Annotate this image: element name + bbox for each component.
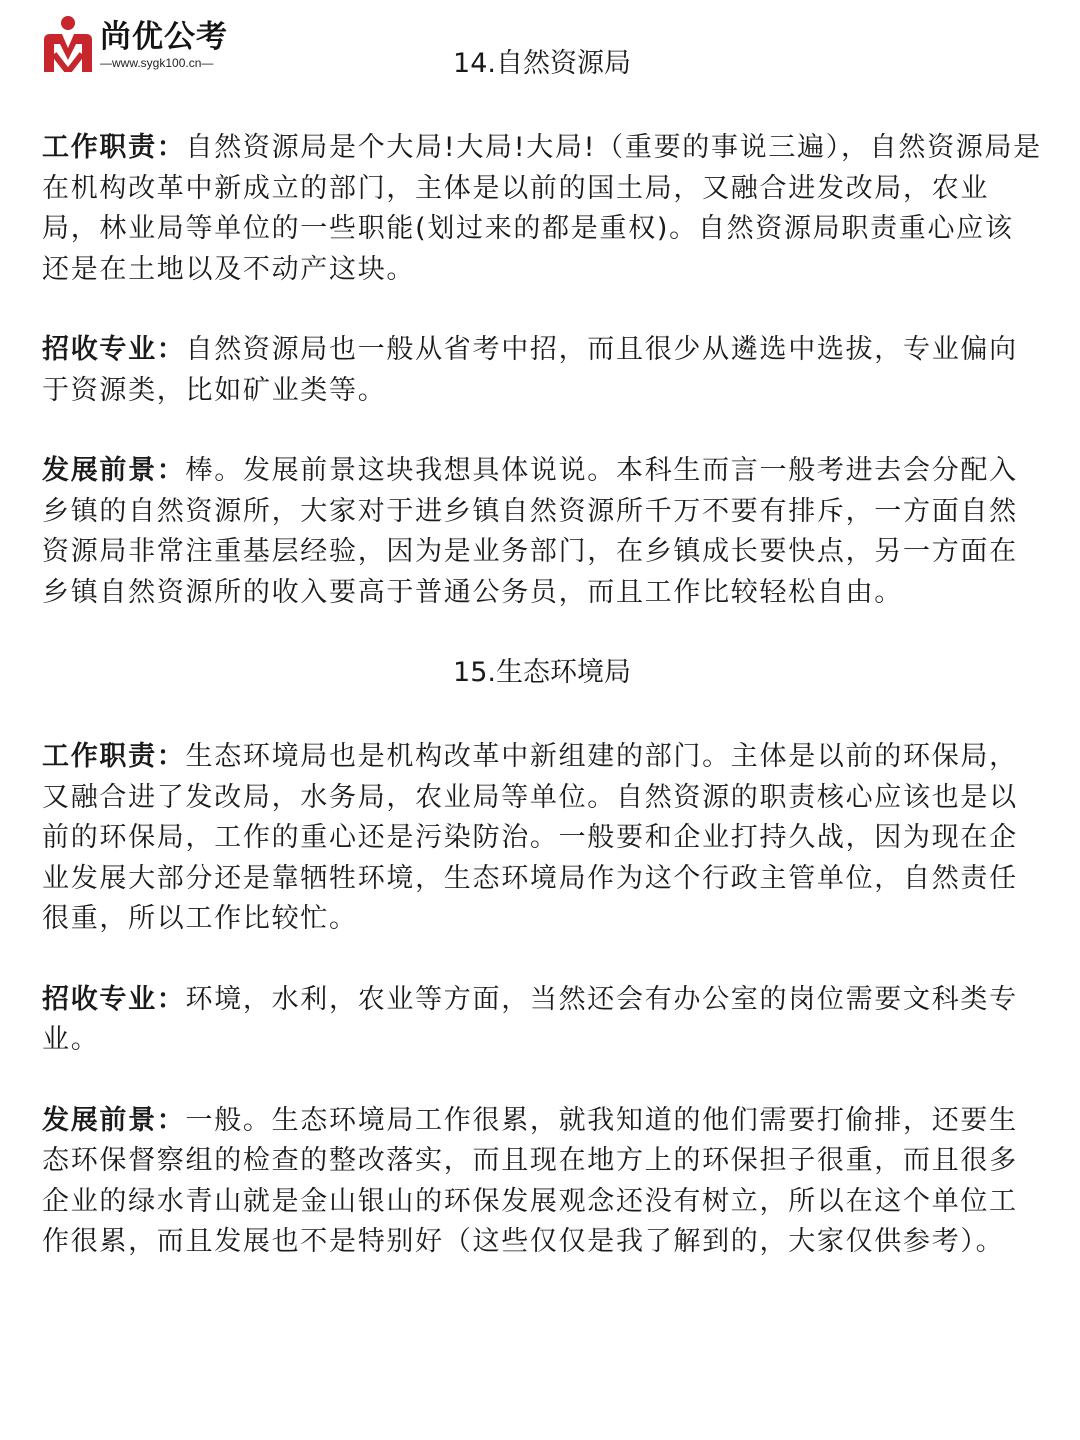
section-title: 14.自然资源局 bbox=[453, 48, 631, 79]
paragraph-label: 招收专业： bbox=[42, 334, 186, 365]
paragraph-text: 自然资源局是个大局!大局!大局!（重要的事说三遍），自然资源局是在机构改革中新成立的部门，主体是以前的国土局，又融合进发改局，农业局，林业局等单位的一些职能(划过来的都是重权)。自然资源局职责重心应该还是在土地以及不动产这块。 bbox=[42, 132, 1042, 285]
paragraph-duties bbox=[42, 128, 1042, 290]
paragraph-label: 工作职责： bbox=[42, 132, 186, 163]
paragraph-majors bbox=[42, 330, 1042, 411]
paragraph-label: 发展前景： bbox=[42, 1104, 186, 1136]
paragraph-label: 发展前景： bbox=[42, 455, 186, 486]
section-title: 15.生态环境局 bbox=[453, 657, 631, 688]
article-body bbox=[42, 44, 1042, 1303]
paragraph-prospects bbox=[42, 451, 1042, 613]
paragraph-text: 一般。生态环境局工作很累，就我知道的他们需要打偷排，还要生态环保督察组的检查的整改落实，而且现在地方上的环保担子很重，而且很多企业的绿水青山就是金山银山的环保发展观念还没有树立，所以在这个单位工作很累，而且发展也不是特别好（这些仅仅是我了解到的，大家仅供参考）。 bbox=[42, 1104, 1018, 1257]
paragraph-label: 工作职责： bbox=[42, 741, 186, 772]
paragraph-text: 自然资源局也一般从省考中招，而且很少从遴选中选拔，专业偏向于资源类，比如矿业类等。 bbox=[42, 334, 1018, 406]
paragraph-text: 生态环境局也是机构改革中新组建的部门。主体是以前的环保局，又融合进了发改局，水务局，农业局等单位。自然资源的职责核心应该也是以前的环保局，工作的重心还是污染防治。一般要和企业打持久战，因为现在企业发展大部分还是靠牺牲环境，生态环境局作为这个行政主管单位，自然责任很重，所以工作比较忙。 bbox=[42, 741, 1018, 934]
brand-name: 尚优公考 bbox=[100, 19, 228, 55]
paragraph-duties bbox=[42, 737, 1042, 940]
paragraph-text: 棒。发展前景这块我想具体说说。本科生而言一般考进去会分配入乡镇的自然资源所，大家对于进乡镇自然资源所千万不要有排斥，一方面自然资源局非常注重基层经验，因为是业务部门，在乡镇成长要快点，另一方面在乡镇自然资源所的收入要高于普通公务员，而且工作比较轻松自由。 bbox=[42, 455, 1018, 608]
paragraph-label: 招收专业： bbox=[42, 983, 186, 1015]
brand-url: —www.sygk100.cn— bbox=[100, 56, 214, 70]
paragraph-majors bbox=[42, 980, 1042, 1061]
paragraph-prospects bbox=[42, 1101, 1042, 1263]
paragraph-text: 环境，水利，农业等方面，当然还会有办公室的岗位需要文科类专业。 bbox=[42, 983, 1018, 1055]
